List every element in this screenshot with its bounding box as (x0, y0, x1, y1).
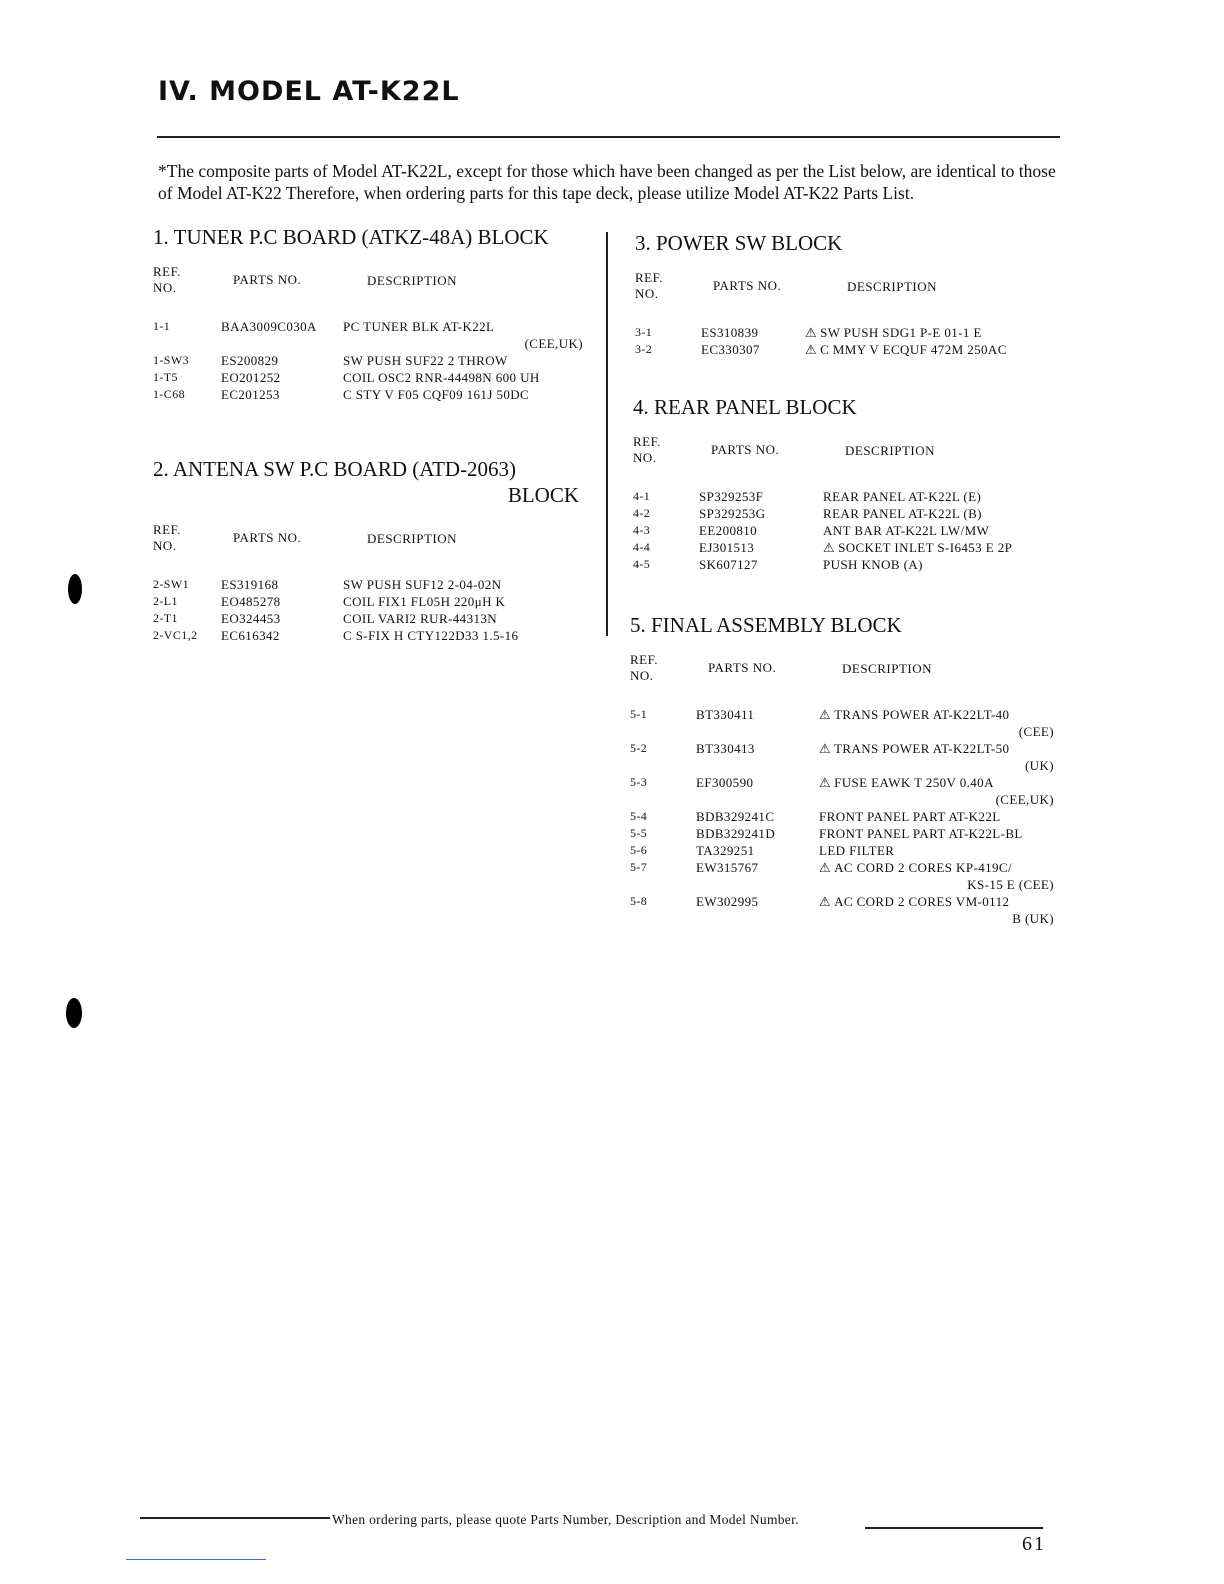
description-cell (343, 318, 583, 352)
description-cell (819, 808, 1054, 825)
parts-no: EE200810 (699, 523, 758, 538)
header-no: NO. (153, 538, 177, 553)
ref-no: 5-2 (630, 741, 648, 755)
header-parts-no: PARTS NO. (708, 660, 777, 675)
parts-no: SK607127 (699, 557, 758, 572)
block-title-text: 1. TUNER P.C BOARD (ATKZ-48A) BLOCK (153, 225, 549, 249)
blue-underline (126, 1559, 266, 1560)
ref-no: 5-6 (630, 843, 648, 857)
description: SW PUSH SUF22 2 THROW (343, 353, 508, 368)
description-cell (343, 593, 579, 610)
ref-no: 5-1 (630, 707, 648, 721)
description: C STY V F05 CQF09 161J 50DC (343, 387, 530, 402)
table-row (633, 488, 1053, 505)
table-row (630, 706, 1054, 740)
description: AC CORD 2 CORES VM-0112 (834, 894, 1010, 909)
description-cell (823, 488, 1053, 505)
parts-no: EW315767 (696, 860, 759, 875)
ref-no: 5-4 (630, 809, 648, 823)
table-row (153, 352, 583, 369)
parts-no: ES310839 (701, 325, 759, 340)
parts-no: TA329251 (696, 843, 755, 858)
header-parts-no: PARTS NO. (233, 530, 302, 545)
header-ref-no (635, 270, 663, 302)
ref-no: 2-VC1,2 (153, 628, 198, 642)
table-row (635, 324, 1055, 341)
header-ref-no (630, 652, 658, 684)
header-no: NO. (633, 450, 657, 465)
description: FRONT PANEL PART AT-K22L-BL (819, 826, 1023, 841)
description-continuation: (UK) (1024, 758, 1054, 773)
header-ref: REF. (153, 522, 182, 537)
description: FUSE EAWK T 250V 0.40A (834, 775, 994, 790)
block-title (153, 456, 579, 508)
parts-rows (630, 706, 1054, 927)
description: SW PUSH SDG1 P-E 01-1 E (820, 325, 982, 340)
description: C S-FIX H CTY122D33 1.5-16 (343, 628, 519, 643)
description: TRANS POWER AT-K22LT-50 (834, 741, 1010, 756)
header-description: DESCRIPTION (367, 531, 458, 546)
description-cell (805, 341, 1055, 358)
header-description: DESCRIPTION (842, 661, 933, 676)
header-ref: REF. (630, 652, 659, 667)
header-parts-no: PARTS NO. (713, 278, 782, 293)
block-title (633, 394, 1053, 420)
description-continuation: KS-15 E (CEE) (967, 877, 1054, 892)
block-title-text: 2. ANTENA SW P.C BOARD (ATD-2063) (153, 457, 517, 481)
parts-block-4 (633, 394, 1053, 573)
parts-no: SP329253G (699, 506, 766, 521)
parts-no: EC330307 (701, 342, 760, 357)
ref-no: 1-1 (153, 319, 171, 333)
header-no: NO. (635, 286, 659, 301)
column-headers (153, 264, 583, 304)
table-row (633, 539, 1053, 556)
parts-no: EO485278 (221, 594, 281, 609)
description: COIL OSC2 RNR-44498N 600 UH (343, 370, 540, 385)
warning-icon: ⚠ (819, 775, 832, 790)
header-ref: REF. (153, 264, 182, 279)
parts-no: EO201252 (221, 370, 281, 385)
table-row (630, 740, 1054, 774)
parts-rows (153, 318, 583, 403)
ref-no: 4-4 (633, 540, 651, 554)
description-cell (823, 539, 1053, 556)
description-cell (805, 324, 1055, 341)
footer-note: When ordering parts, please quote Parts Number, Description and Model Number. (332, 1512, 799, 1527)
column-headers (633, 434, 1053, 474)
description-cell (819, 706, 1054, 740)
ref-no: 1-SW3 (153, 353, 189, 367)
description: REAR PANEL AT-K22L (E) (823, 489, 982, 504)
description: COIL VARI2 RUR-44313N (343, 611, 498, 626)
table-row (153, 318, 583, 352)
ref-no: 1-C68 (153, 387, 185, 401)
ref-no: 2-L1 (153, 594, 178, 608)
table-row (153, 386, 583, 403)
description-cell (343, 576, 579, 593)
column-headers (635, 270, 1055, 310)
warning-icon: ⚠ (819, 894, 832, 909)
ref-no: 4-3 (633, 523, 651, 537)
description: AC CORD 2 CORES KP-419C/ (834, 860, 1012, 875)
parts-block-3 (635, 230, 1055, 358)
intro-paragraph: *The composite parts of Model AT-K22L, except for those which have been changed as per the List below, are identical to those of Model AT-K22 Therefore, when ordering parts for this tape deck, please utilize Model AT-K22 Parts List. (158, 161, 1056, 203)
description: REAR PANEL AT-K22L (B) (823, 506, 982, 521)
ref-no: 4-1 (633, 489, 651, 503)
parts-rows (153, 576, 579, 644)
parts-block-5 (630, 612, 1054, 927)
description-continuation: B (UK) (1012, 911, 1054, 926)
parts-no: EO324453 (221, 611, 281, 626)
description: FRONT PANEL PART AT-K22L (819, 809, 1001, 824)
description-continuation: (CEE,UK) (995, 792, 1054, 807)
parts-block-1 (153, 224, 583, 403)
header-ref-no (633, 434, 661, 466)
header-description: DESCRIPTION (845, 443, 936, 458)
ref-no: 5-5 (630, 826, 648, 840)
description: TRANS POWER AT-K22LT-40 (834, 707, 1010, 722)
description: COIL FIX1 FL05H 220μH K (343, 594, 506, 609)
header-no: NO. (153, 280, 177, 295)
table-row (153, 576, 579, 593)
description-cell (819, 859, 1054, 893)
column-headers (630, 652, 1054, 692)
footer-rule-left (140, 1517, 330, 1519)
ref-no: 2-SW1 (153, 577, 189, 591)
footer-rule-right (865, 1527, 1043, 1529)
header-parts-no: PARTS NO. (233, 272, 302, 287)
description: PC TUNER BLK AT-K22L (343, 319, 495, 334)
warning-icon: ⚠ (819, 707, 832, 722)
parts-no: ES319168 (221, 577, 279, 592)
table-row (630, 859, 1054, 893)
warning-icon: ⚠ (819, 860, 832, 875)
warning-icon: ⚠ (805, 325, 818, 340)
table-row (630, 825, 1054, 842)
description: LED FILTER (819, 843, 895, 858)
table-row (630, 808, 1054, 825)
ref-no: 5-3 (630, 775, 648, 789)
ref-no: 5-7 (630, 860, 648, 874)
description-cell (343, 369, 583, 386)
table-row (633, 505, 1053, 522)
header-ref: REF. (633, 434, 662, 449)
header-parts-no: PARTS NO. (711, 442, 780, 457)
parts-no: BDB329241D (696, 826, 776, 841)
description-cell (819, 842, 1054, 859)
description-cell (823, 505, 1053, 522)
header-ref: REF. (635, 270, 664, 285)
column-divider (606, 232, 608, 636)
description: C MMY V ECQUF 472M 250AC (820, 342, 1007, 357)
description-cell (819, 893, 1054, 927)
description-cell (343, 610, 579, 627)
ref-no: 3-2 (635, 342, 653, 356)
block-title-text: 5. FINAL ASSEMBLY BLOCK (630, 613, 902, 637)
description: ANT BAR AT-K22L LW/MW (823, 523, 990, 538)
header-description: DESCRIPTION (847, 279, 938, 294)
description-cell (819, 740, 1054, 774)
header-description: DESCRIPTION (367, 273, 458, 288)
parts-no: BT330413 (696, 741, 755, 756)
description: SOCKET INLET S-I6453 E 2P (838, 540, 1013, 555)
block-title (635, 230, 1055, 256)
parts-no: EC616342 (221, 628, 280, 643)
table-row (153, 610, 579, 627)
block-title-continuation: BLOCK (507, 483, 579, 507)
parts-no: EJ301513 (699, 540, 755, 555)
header-no: NO. (630, 668, 654, 683)
warning-icon: ⚠ (819, 741, 832, 756)
parts-rows (635, 324, 1055, 358)
description-cell (343, 627, 579, 644)
warning-icon: ⚠ (823, 540, 836, 555)
ref-no: 3-1 (635, 325, 653, 339)
parts-no: EC201253 (221, 387, 280, 402)
header-ref-no (153, 264, 181, 296)
block-title (153, 224, 583, 250)
punch-hole (66, 998, 82, 1028)
block-title (630, 612, 1054, 638)
ref-no: 4-5 (633, 557, 651, 571)
ref-no: 5-8 (630, 894, 648, 908)
table-row (153, 593, 579, 610)
parts-no: ES200829 (221, 353, 279, 368)
description: SW PUSH SUF12 2-04-02N (343, 577, 502, 592)
description-cell (343, 352, 583, 369)
description: PUSH KNOB (A) (823, 557, 923, 572)
table-row (635, 341, 1055, 358)
description-cell (343, 386, 583, 403)
table-row (633, 522, 1053, 539)
description-continuation: (CEE,UK) (524, 336, 583, 351)
parts-no: EF300590 (696, 775, 754, 790)
parts-no: SP329253F (699, 489, 764, 504)
ref-no: 2-T1 (153, 611, 178, 625)
parts-no: BT330411 (696, 707, 755, 722)
table-row (630, 893, 1054, 927)
block-title-text: 3. POWER SW BLOCK (635, 231, 843, 255)
description-cell (819, 825, 1054, 842)
page-title: IV. MODEL AT-K22L (158, 76, 460, 107)
description-cell (819, 774, 1054, 808)
parts-rows (633, 488, 1053, 573)
table-row (153, 627, 579, 644)
block-title-text: 4. REAR PANEL BLOCK (633, 395, 857, 419)
punch-hole (68, 574, 82, 604)
description-cell (823, 522, 1053, 539)
parts-block-2 (153, 456, 579, 644)
parts-no: BDB329241C (696, 809, 775, 824)
page-number: 61 (1022, 1533, 1046, 1555)
ref-no: 4-2 (633, 506, 651, 520)
column-headers (153, 522, 579, 562)
warning-icon: ⚠ (805, 342, 818, 357)
table-row (630, 842, 1054, 859)
table-row (630, 774, 1054, 808)
description-cell (823, 556, 1053, 573)
header-ref-no (153, 522, 181, 554)
ref-no: 1-T5 (153, 370, 178, 384)
title-rule (157, 136, 1060, 138)
table-row (633, 556, 1053, 573)
parts-no: EW302995 (696, 894, 759, 909)
description-continuation: (CEE) (1018, 724, 1054, 739)
parts-no: BAA3009C030A (221, 319, 317, 334)
table-row (153, 369, 583, 386)
